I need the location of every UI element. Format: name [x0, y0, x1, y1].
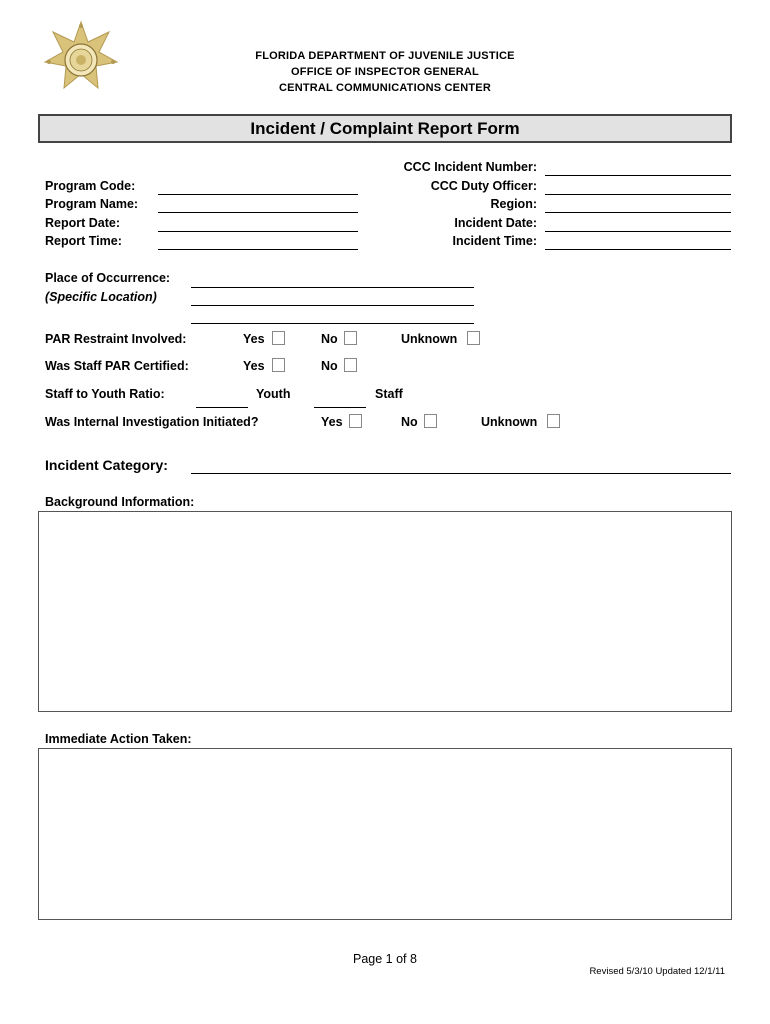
program-name-label: Program Name: [45, 197, 139, 211]
report-time-label: Report Time: [45, 234, 122, 248]
ccc-incident-number-field[interactable] [545, 175, 731, 176]
report-time-field[interactable] [158, 249, 358, 250]
staff-par-certified-label: Was Staff PAR Certified: [45, 359, 189, 373]
region-label: Region: [490, 197, 537, 211]
incident-date-label: Incident Date: [454, 216, 537, 230]
staff-par-no-checkbox[interactable] [344, 358, 357, 372]
investigation-unknown-checkbox[interactable] [547, 414, 560, 428]
place-of-occurrence-label: Place of Occurrence: [45, 271, 171, 285]
page-number: Page 1 of 8 [353, 952, 417, 966]
par-restraint-label: PAR Restraint Involved: [45, 332, 187, 346]
report-date-label: Report Date: [45, 216, 121, 230]
par-restraint-yes-checkbox[interactable] [272, 331, 285, 345]
specific-location-label: (Specific Location) [45, 290, 157, 304]
ratio-youth-label: Youth [256, 387, 291, 401]
specific-location-field[interactable] [191, 305, 474, 306]
staff-par-no-label: No [321, 359, 338, 373]
background-information-label: Background Information: [45, 495, 195, 509]
investigation-yes-label: Yes [321, 415, 343, 429]
investigation-no-checkbox[interactable] [424, 414, 437, 428]
specific-location-field-2[interactable] [191, 323, 474, 324]
background-information-textarea[interactable] [38, 511, 732, 712]
incident-time-label: Incident Time: [452, 234, 537, 248]
place-of-occurrence-field[interactable] [191, 287, 474, 288]
header-center: CENTRAL COMMUNICATIONS CENTER [279, 82, 491, 94]
ccc-incident-number-label: CCC Incident Number: [403, 160, 537, 174]
header-office: OFFICE OF INSPECTOR GENERAL [291, 66, 479, 78]
program-code-field[interactable] [158, 194, 358, 195]
program-code-label: Program Code: [45, 179, 136, 193]
incident-category-field[interactable] [191, 473, 731, 474]
immediate-action-label: Immediate Action Taken: [45, 732, 192, 746]
incident-date-field[interactable] [545, 231, 731, 232]
report-date-field[interactable] [158, 231, 358, 232]
par-restraint-yes-label: Yes [243, 332, 265, 346]
form-title: Incident / Complaint Report Form [38, 114, 732, 143]
par-restraint-no-label: No [321, 332, 338, 346]
ratio-youth-field[interactable] [196, 407, 248, 408]
header-department: FLORIDA DEPARTMENT OF JUVENILE JUSTICE [255, 50, 515, 62]
staff-par-yes-label: Yes [243, 359, 265, 373]
incident-time-field[interactable] [545, 249, 731, 250]
investigation-yes-checkbox[interactable] [349, 414, 362, 428]
ccc-duty-officer-label: CCC Duty Officer: [430, 179, 537, 193]
program-name-field[interactable] [158, 212, 358, 213]
ratio-staff-label: Staff [375, 387, 403, 401]
staff-par-yes-checkbox[interactable] [272, 358, 285, 372]
immediate-action-textarea[interactable] [38, 748, 732, 920]
region-field[interactable] [545, 212, 731, 213]
investigation-no-label: No [401, 415, 418, 429]
ccc-duty-officer-field[interactable] [545, 194, 731, 195]
investigation-unknown-label: Unknown [481, 415, 538, 429]
par-restraint-unknown-checkbox[interactable] [467, 331, 480, 345]
incident-category-label: Incident Category: [45, 457, 168, 473]
par-restraint-unknown-label: Unknown [401, 332, 458, 346]
revision-note: Revised 5/3/10 Updated 12/1/11 [589, 966, 725, 977]
staff-youth-ratio-label: Staff to Youth Ratio: [45, 387, 165, 401]
internal-investigation-label: Was Internal Investigation Initiated? [45, 415, 259, 429]
ratio-staff-field[interactable] [314, 407, 366, 408]
par-restraint-no-checkbox[interactable] [344, 331, 357, 345]
